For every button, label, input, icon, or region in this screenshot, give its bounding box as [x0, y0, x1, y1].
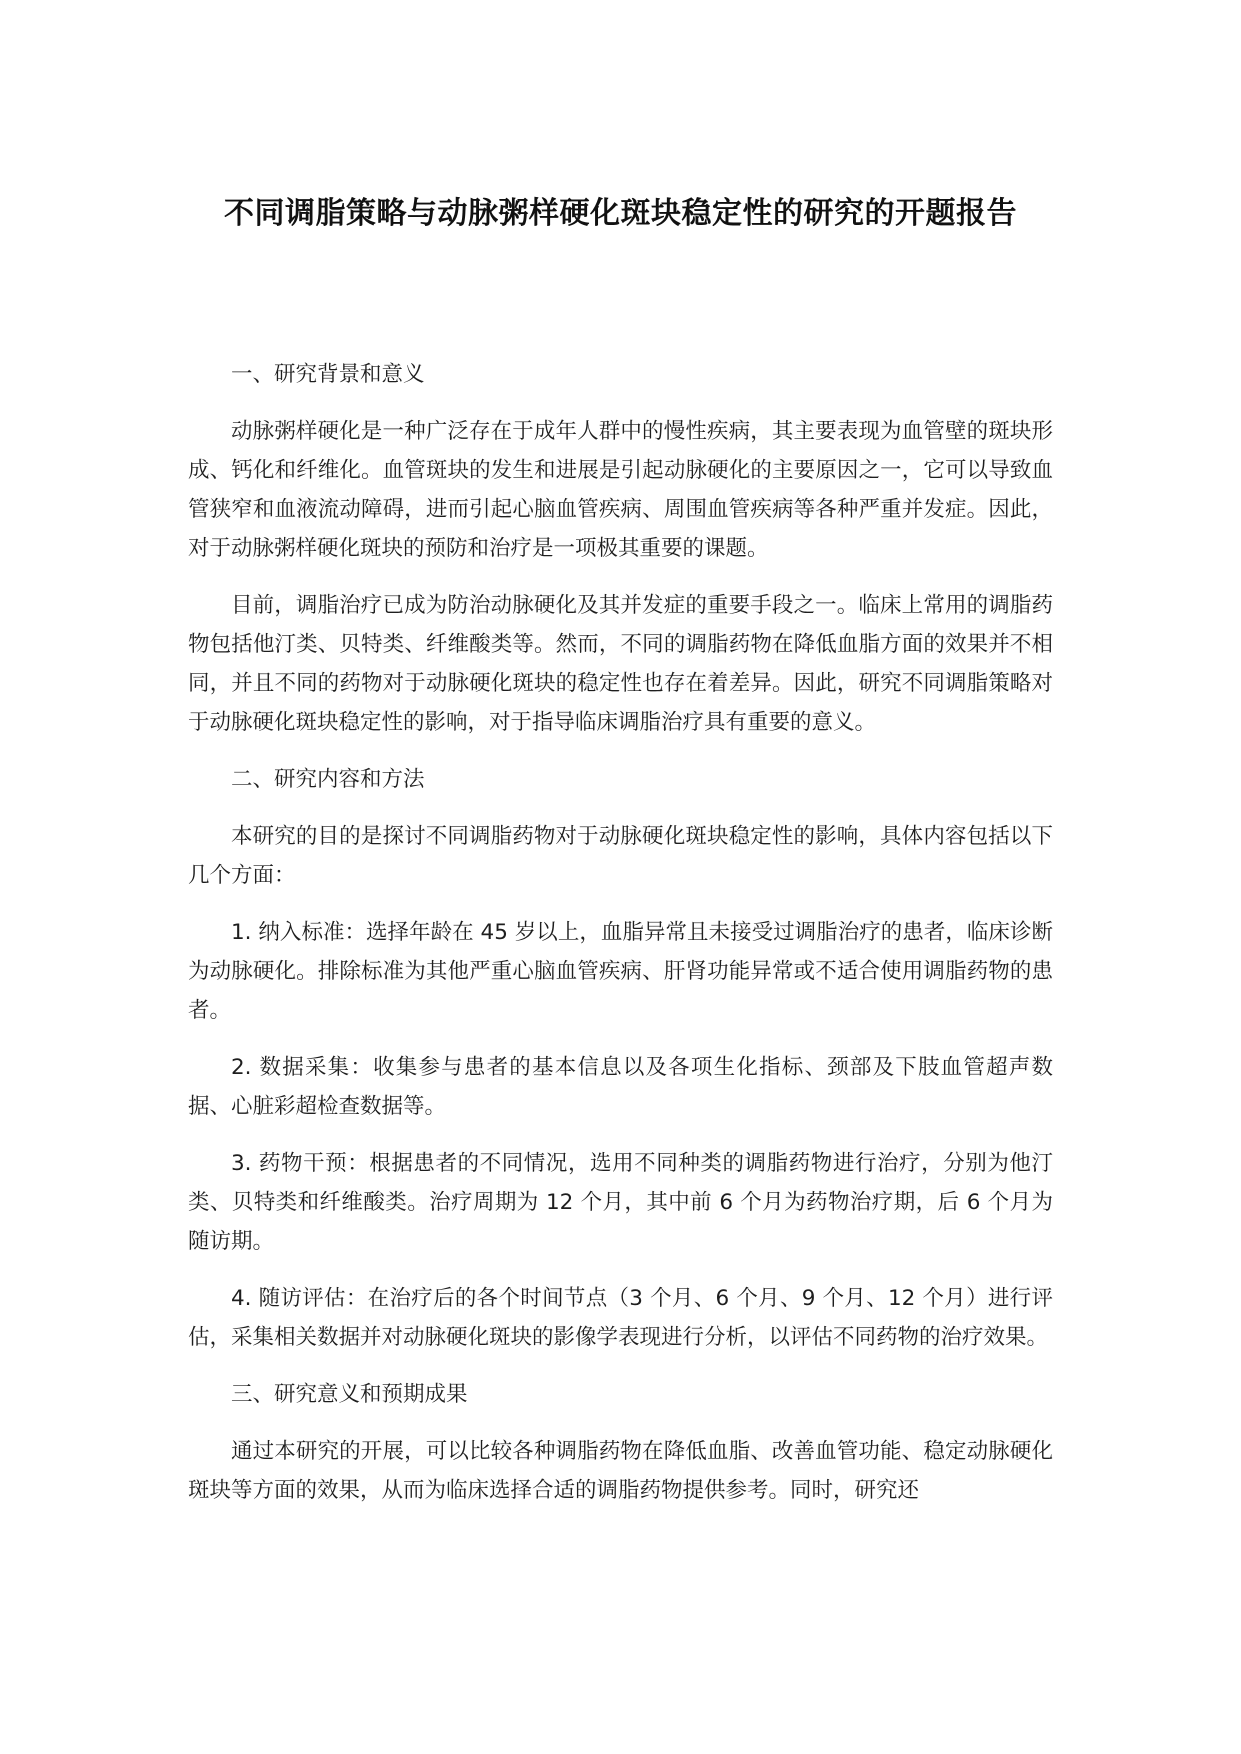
section-heading: 三、研究意义和预期成果: [231, 1382, 468, 1407]
list-item: 4. 随访评估：在治疗后的各个时间节点（3 个月、6 个月、9 个月、12 个月）进行评估，采集相关数据并对动脉硬化斑块的影像学表现进行分析，以评估不同药物的治疗效果。: [188, 1286, 1053, 1350]
paragraph: 目前，调脂治疗已成为防治动脉硬化及其并发症的重要手段之一。临床上常用的调脂药物包括他汀类、贝特类、纤维酸类等。然而，不同的调脂药物在降低血脂方面的效果并不相同，并且不同的药物对于动脉硬化斑块的稳定性也存在着差异。因此，研究不同调脂策略对于动脉硬化斑块稳定性的影响，对于指导临床调脂治疗具有重要的意义。: [188, 593, 1053, 735]
section-heading: 二、研究内容和方法: [231, 767, 425, 792]
section-heading: 一、研究背景和意义: [231, 362, 425, 387]
list-item: 1. 纳入标准：选择年龄在 45 岁以上，血脂异常且未接受过调脂治疗的患者，临床诊断为动脉硬化。排除标准为其他严重心脑血管疾病、肝肾功能异常或不适合使用调脂药物的患者。: [188, 920, 1053, 1023]
paragraph: 通过本研究的开展，可以比较各种调脂药物在降低血脂、改善血管功能、稳定动脉硬化斑块等方面的效果，从而为临床选择合适的调脂药物提供参考。同时，研究还: [188, 1439, 1053, 1503]
list-item: 3. 药物干预：根据患者的不同情况，选用不同种类的调脂药物进行治疗，分别为他汀类、贝特类和纤维酸类。治疗周期为 12 个月，其中前 6 个月为药物治疗期，后 6 个月为随访期。: [188, 1151, 1053, 1254]
document-body: [188, 355, 1053, 1528]
paragraph: 动脉粥样硬化是一种广泛存在于成年人群中的慢性疾病，其主要表现为血管壁的斑块形成、钙化和纤维化。血管斑块的发生和进展是引起动脉硬化的主要原因之一，它可以导致血管狭窄和血液流动障碍，进而引起心脑血管疾病、周围血管疾病等各种严重并发症。因此，对于动脉粥样硬化斑块的预防和治疗是一项极其重要的课题。: [188, 419, 1053, 561]
list-item: 2. 数据采集：收集参与患者的基本信息以及各项生化指标、颈部及下肢血管超声数据、心脏彩超检查数据等。: [188, 1055, 1053, 1119]
paragraph: 本研究的目的是探讨不同调脂药物对于动脉硬化斑块稳定性的影响，具体内容包括以下几个方面：: [188, 824, 1053, 888]
document-title: 不同调脂策略与动脉粥样硬化斑块稳定性的研究的开题报告: [224, 196, 1017, 231]
